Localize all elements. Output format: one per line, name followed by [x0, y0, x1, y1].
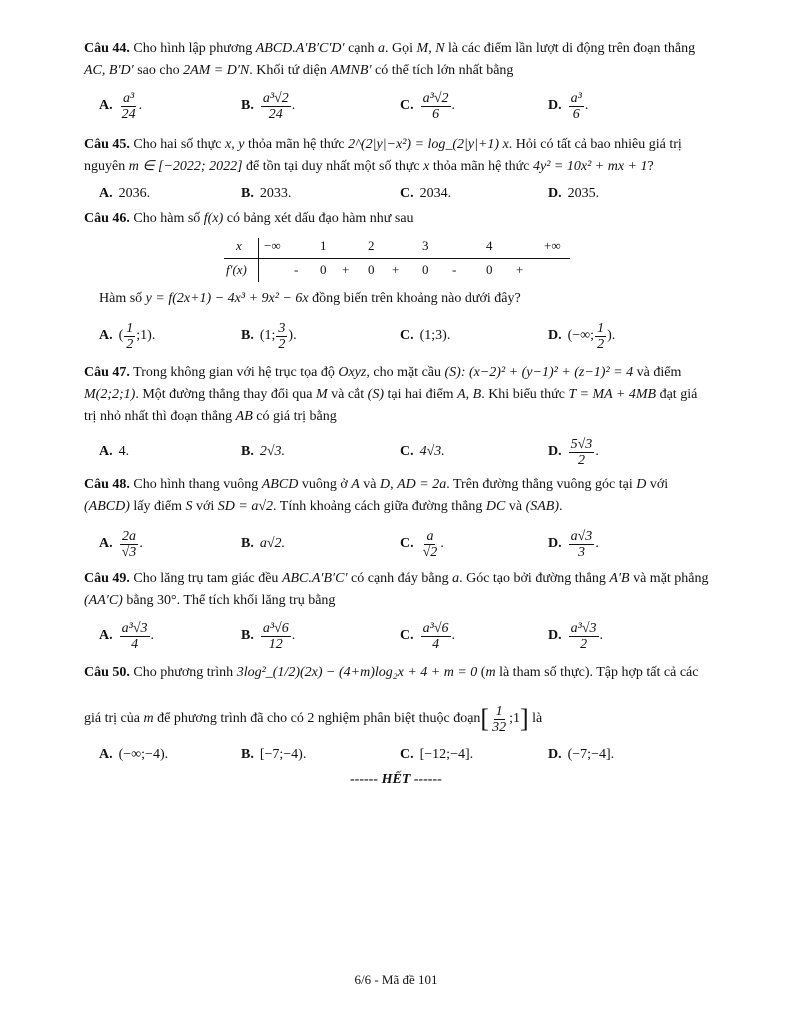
table-cell: -	[452, 262, 457, 277]
answer-option-b[interactable]: B. 2033.	[241, 186, 292, 201]
answer-option-c[interactable]: C. 4√3.	[400, 444, 445, 459]
question-45: Câu 45. Cho hai số thực x, y thỏa mãn hệ thức 2^(2|y|−x²) = log_(2|y|+1) x. Hỏi có tất cả bao nhiêu giá trị nguyên m ∈ [−2022; 2022] để tồn tại duy nhất một số thực x thỏa mãn hệ thức 4y² = 10x² + mx + 1?	[84, 137, 682, 174]
page-footer: 6/6 - Mã đề 101	[354, 972, 438, 987]
table-header-x: x	[236, 238, 242, 253]
table-cell: 0	[422, 262, 429, 277]
answer-option-a[interactable]: A. ( $\frac{1}{2}$ ;1).	[99, 320, 156, 352]
answer-option-d[interactable]: D. (−7;−4].	[548, 747, 615, 762]
table-cell: 2	[368, 238, 375, 253]
table-divider	[224, 258, 570, 259]
answer-option-b[interactable]: B. [−7;−4).	[241, 747, 307, 762]
answer-option-a[interactable]: A. 4.	[99, 444, 130, 459]
answer-option-b[interactable]: B. $\frac{\text{a³√6}}{12}$ .	[241, 620, 296, 652]
table-cell: 1	[320, 238, 327, 253]
table-cell: 4	[486, 238, 493, 253]
table-header-fprime: f′(x)	[226, 262, 247, 277]
sign-table	[224, 236, 570, 284]
answer-options-44	[99, 86, 699, 126]
table-cell: +	[516, 262, 524, 277]
question-label: Câu 49.	[84, 571, 130, 586]
question-46-prompt: Hàm số y = f(2x+1) − 4x³ + 9x² − 6x đồng biến trên khoảng nào dưới đây?	[99, 291, 521, 306]
question-50-line2: giá trị của m để phương trình đã cho có 2 nghiệm phân biệt thuộc đoạn [ $\frac{1}{32}$ ;1 ] là	[84, 703, 543, 735]
table-cell: −∞	[264, 238, 281, 253]
answer-option-a[interactable]: A. 2036.	[99, 186, 151, 201]
answer-option-c[interactable]: C. (1;3).	[400, 328, 451, 343]
question-46: Câu 46. Cho hàm số f(x) có bảng xét dấu đạo hàm như sau	[84, 211, 414, 226]
answer-option-d[interactable]: D. $\frac{\text{a³√3}}{2}$ .	[548, 620, 604, 652]
answer-option-a[interactable]: A. $\frac{\text{a³√3}}{4}$ .	[99, 620, 155, 652]
answer-option-a[interactable]: A. $\frac{\text{a³}}{24}$ .	[99, 90, 143, 122]
answer-option-d[interactable]: D. $\frac{a√3}{3}$ .	[548, 528, 599, 560]
answer-option-d[interactable]: D. (−∞; $\frac{1}{2}$ ).	[548, 320, 616, 352]
answer-option-b[interactable]: B. $\frac{\text{a³√2}}{24}$ .	[241, 90, 296, 122]
answer-options-50	[99, 740, 699, 770]
table-cell: -	[294, 262, 299, 277]
answer-options-46	[99, 316, 699, 356]
answer-options-48	[99, 524, 699, 564]
table-cell: +	[342, 262, 350, 277]
question-47: Câu 47. Trong không gian với hệ trục tọa độ Oxyz, cho mặt cầu (S): (x−2)² + (y−1)² + (z−1)² = 4 và điểm M(2;2;1). Một đường thẳng thay đổi qua M và cắt (S) tại hai điểm A, B. Khi biểu thức T = MA + 4MB đạt giá trị nhỏ nhất thì đoạn thẳng AB có giá trị bằng	[84, 365, 698, 424]
answer-option-c[interactable]: C. $\frac{\text{a³√2}}{6}$ .	[400, 90, 456, 122]
table-cell: +∞	[544, 238, 561, 253]
answer-option-a[interactable]: A. $\frac{2a}{√3}$ .	[99, 528, 143, 560]
table-cell: 0	[486, 262, 493, 277]
question-44: Câu 44. Cho hình lập phương ABCD.A′B′C′D′ cạnh a. Gọi M, N là các điểm lần lượt di động trên đoạn thẳng AC, B′D′ sao cho 2AM = D′N. Khối tứ diện AMNB′ có thể tích lớn nhất bằng	[84, 41, 696, 78]
table-divider	[258, 238, 259, 282]
answer-option-d[interactable]: D. $\frac{\text{a³}}{6}$ .	[548, 90, 589, 122]
table-cell: 0	[320, 262, 327, 277]
answer-options-49	[99, 616, 699, 656]
answer-option-c[interactable]: C. 2034.	[400, 186, 452, 201]
answer-option-d[interactable]: D. 2035.	[548, 186, 600, 201]
table-cell: 0	[368, 262, 375, 277]
question-label: Câu 50.	[84, 665, 130, 680]
answer-option-c[interactable]: C. $\frac{\text{a³√6}}{4}$ .	[400, 620, 456, 652]
answer-option-b[interactable]: B. (1; $\frac{3}{2}$ ).	[241, 320, 297, 352]
question-label: Câu 46.	[84, 211, 130, 226]
answer-option-b[interactable]: B. a√2.	[241, 536, 286, 551]
table-cell: 3	[422, 238, 429, 253]
answer-options-45	[99, 178, 699, 210]
question-label: Câu 44.	[84, 41, 130, 56]
question-48: Câu 48. Cho hình thang vuông ABCD vuông ở A và D, AD = 2a. Trên đường thẳng vuông góc tại D với (ABCD) lấy điểm S với SD = a√2. Tính khoảng cách giữa đường thẳng DC và (SAB).	[84, 477, 669, 514]
answer-option-b[interactable]: B. 2√3.	[241, 444, 286, 459]
table-cell: +	[392, 262, 400, 277]
answer-option-c[interactable]: C. $\frac{a}{√2}$ .	[400, 528, 444, 560]
end-marker: ------ HẾT ------	[350, 772, 442, 787]
answer-option-a[interactable]: A. (−∞;−4).	[99, 747, 169, 762]
answer-option-d[interactable]: D. $\frac{5√3}{2}$ .	[548, 436, 599, 468]
answer-options-47	[99, 432, 699, 472]
question-49: Câu 49. Cho lăng trụ tam giác đều ABC.A′B′C′ có cạnh đáy bằng a. Góc tạo bởi đường thẳng A′B và mặt phẳng (AA′C) bằng 30°. Thể tích khối lăng trụ bằng	[84, 571, 709, 608]
answer-option-c[interactable]: C. [−12;−4].	[400, 747, 474, 762]
question-50: Câu 50. Cho phương trình 3log²_(1/2)(2x) − (4+m)log₂x + 4 + m = 0 (m là tham số thực). Tập hợp tất cả các	[84, 665, 699, 680]
question-label: Câu 47.	[84, 365, 130, 380]
question-label: Câu 45.	[84, 137, 130, 152]
question-label: Câu 48.	[84, 477, 130, 492]
